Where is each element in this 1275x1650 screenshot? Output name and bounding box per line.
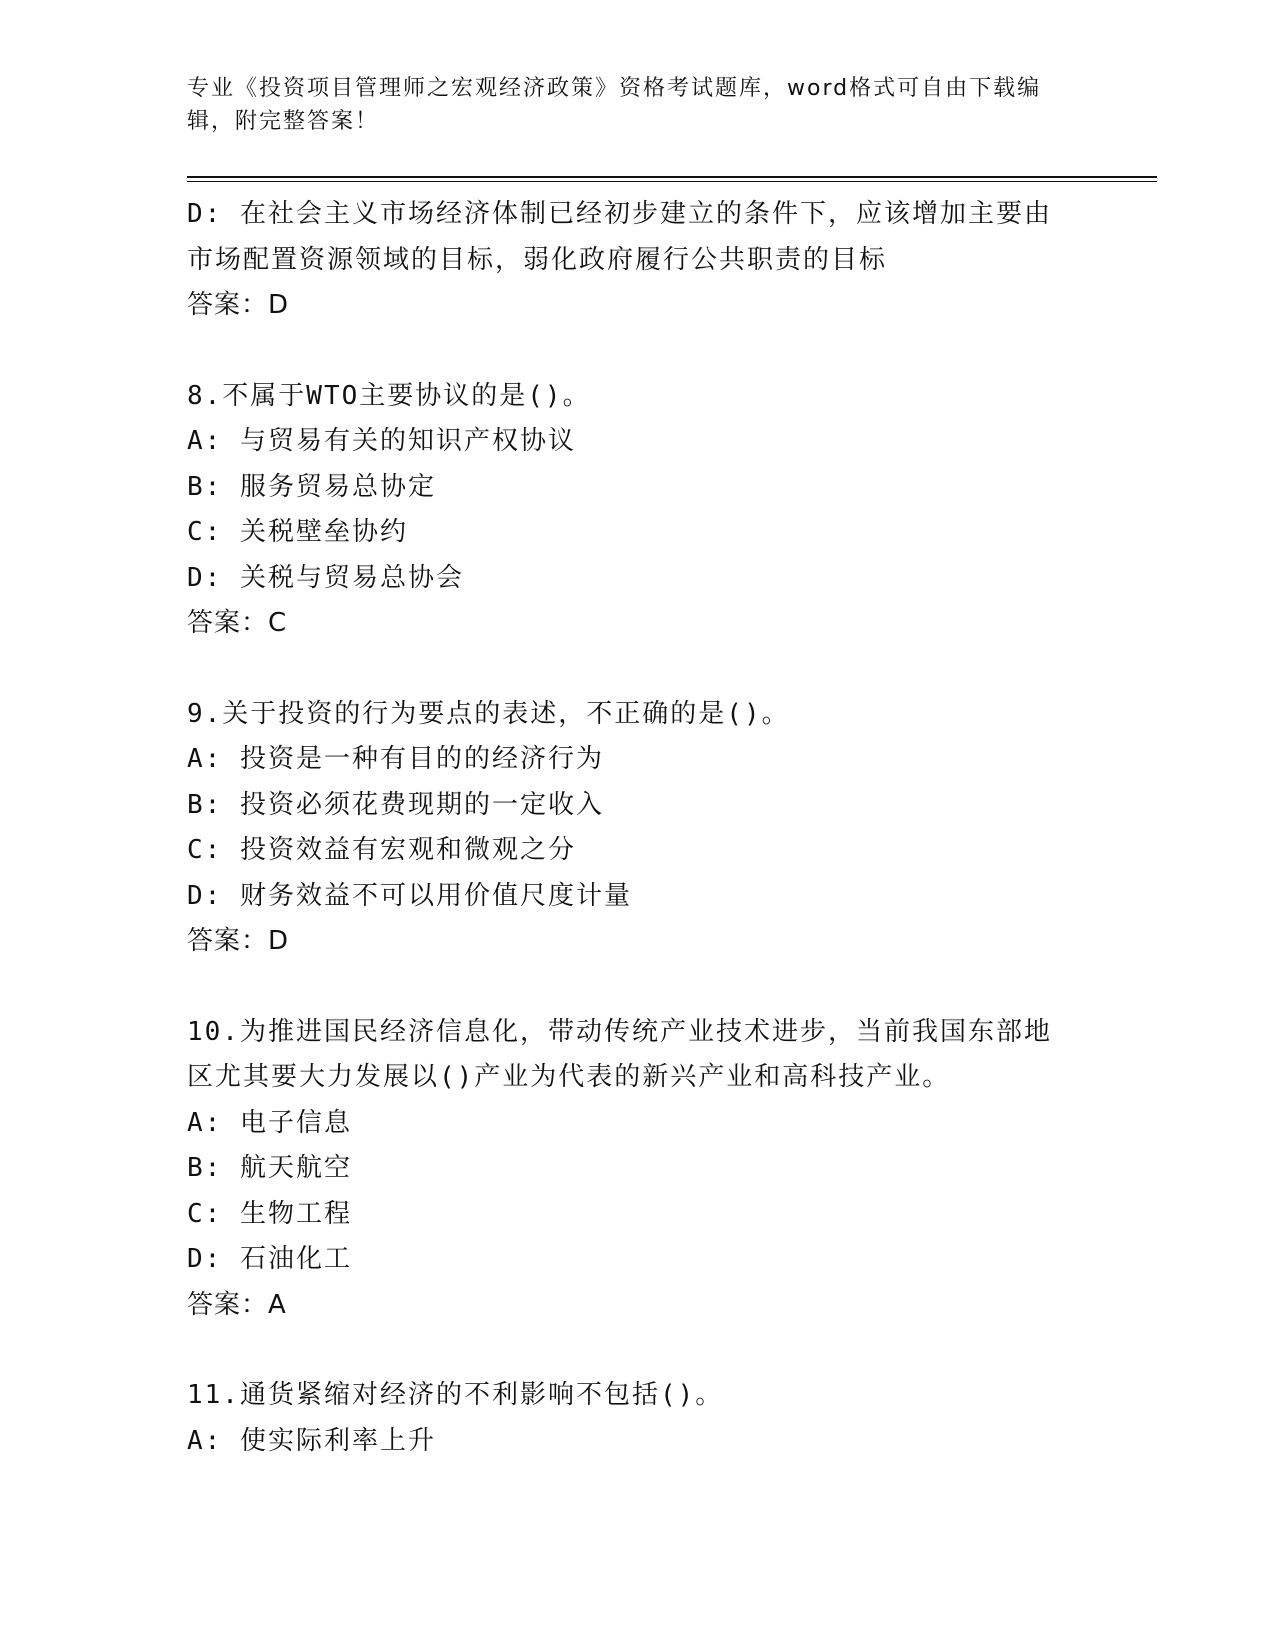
option-c: C: 生物工程 [187,1198,352,1229]
option-a: A: 投资是一种有目的的经济行为 [187,744,604,774]
answer-line: 答案：C [187,608,288,638]
option-d: D: 财务效益不可以用价值尺度计量 [187,880,632,911]
option-b: B: 服务贸易总协定 [187,471,436,502]
question-stem: 9.关于投资的行为要点的表述，不正确的是()。 [187,698,790,729]
answer-line: 答案：D [187,926,290,956]
question-stem: 11.通货紧缩对经济的不利影响不包括()。 [187,1380,724,1410]
question-list [187,192,1087,1464]
header-divider-thick [187,176,1157,178]
option-a: A: 使实际利率上升 [187,1425,436,1456]
header-line-2: 辑，附完整答案！ [187,109,380,134]
question-stem: 8.不属于WTO主要协议的是()。 [187,380,591,411]
question-stem-line-1: 10.为推进国民经济信息化，带动传统产业技术进步，当前我国东部地 [187,1016,1052,1047]
question-8 [187,374,1087,647]
option-d: D: 关税与贸易总协会 [187,562,464,593]
header-divider-thin [187,181,1157,182]
question-stem-line-2: 区尤其要大力发展以()产业为代表的新兴产业和高科技产业。 [187,1062,951,1092]
option-a: A: 电子信息 [187,1107,352,1138]
option-c: C: 投资效益有宏观和微观之分 [187,835,576,865]
carryover-block [187,192,1087,329]
document-header [187,72,1087,138]
header-line-1: 专业《投资项目管理师之宏观经济政策》资格考试题库，word格式可自由下载编 [187,76,1042,101]
option-b: B: 航天航空 [187,1153,352,1183]
question-9 [187,692,1087,965]
option-d: D: 石油化工 [187,1244,352,1274]
answer-line: 答案：A [187,1289,287,1320]
option-a: A: 与贸易有关的知识产权协议 [187,426,576,456]
option-d-line-1: D: 在社会主义市场经济体制已经初步建立的条件下，应该增加主要由 [187,199,1052,229]
option-c: C: 关税壁垒协约 [187,517,408,547]
question-11 [187,1373,1087,1464]
option-b: B: 投资必须花费现期的一定收入 [187,789,604,820]
answer-line: 答案：D [187,290,290,320]
option-d-line-2: 市场配置资源领域的目标，弱化政府履行公共职责的目标 [187,244,888,275]
question-10 [187,1010,1087,1329]
